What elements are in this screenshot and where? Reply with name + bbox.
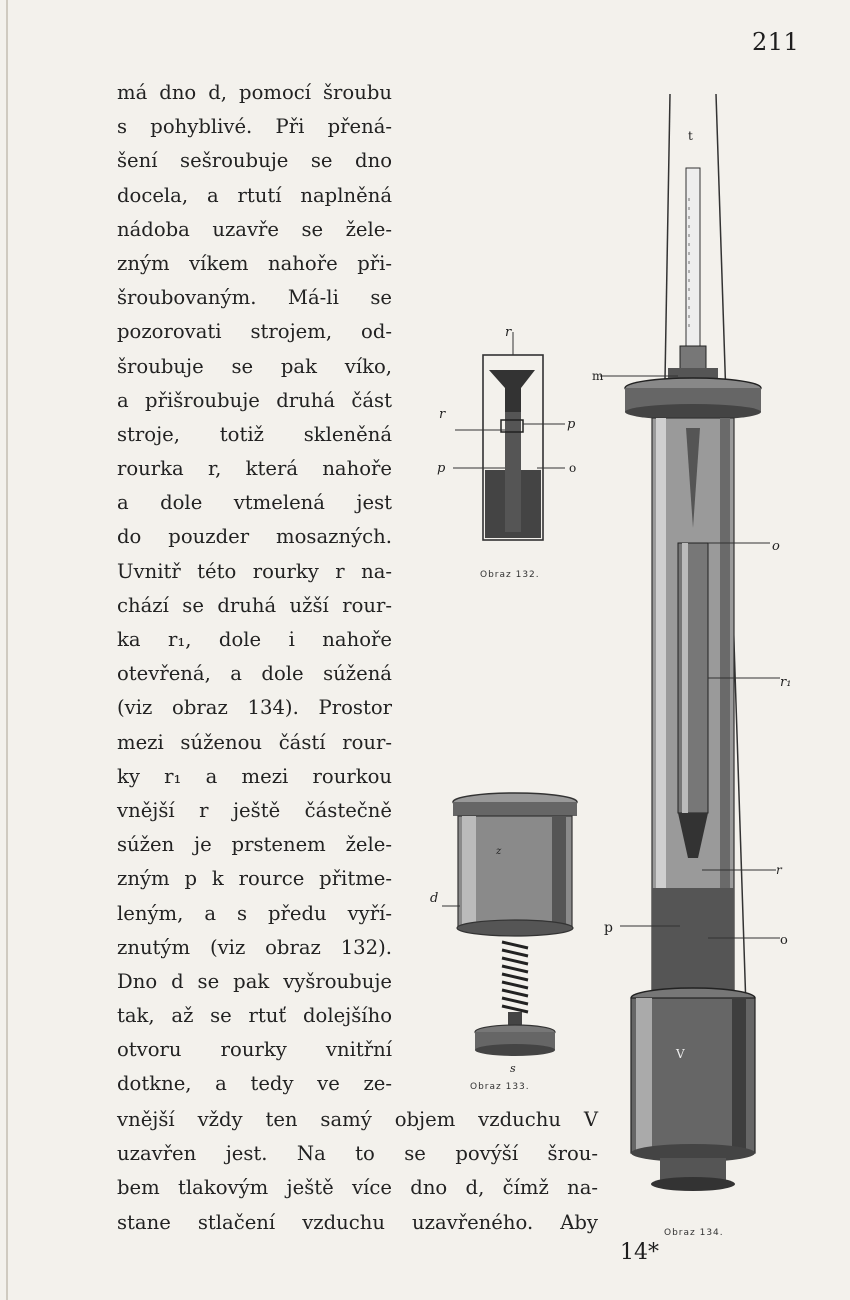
text-line: pozorovati strojem, od- [117, 320, 392, 344]
text-line: súžen je prstenem žele- [117, 833, 392, 857]
text-line: otvoru rourky vnitřní [117, 1038, 392, 1062]
text-line: uzavřen jest. Na to se povýší šrou- [117, 1142, 598, 1166]
text-line: šení sešroubuje se dno [117, 149, 392, 173]
figure-132 [425, 320, 590, 595]
text-line: ka r₁, dole i nahoře [117, 628, 392, 651]
fig134-label-r: r [776, 863, 782, 877]
signature-mark: 14* [620, 1240, 659, 1265]
figure-134-caption: Obraz 134. [664, 1228, 724, 1238]
text-line: Uvnitř této rourky r na- [117, 559, 392, 583]
text-line: šroubovaným. Má-li se [117, 286, 392, 310]
text-line: tak, až se rtuť dolejšího [117, 1004, 392, 1028]
fig132-label-left-lower: p [437, 461, 446, 476]
fig132-label-right-upper: p [567, 417, 576, 432]
text-line: bem tlakovým ještě více dno d, čímž na- [117, 1176, 598, 1200]
fig134-label-o-low: o [780, 933, 788, 948]
text-line: ky r₁ a mezi rourkou [117, 764, 392, 788]
text-line: dotkne, a tedy ve ze- [117, 1072, 392, 1096]
text-line: rourka r, která nahoře [117, 457, 392, 481]
text-line: vnější vždy ten samý objem vzduchu V [117, 1108, 598, 1131]
text-line: s pohyblivé. Při přená- [117, 115, 392, 139]
text-line: Dno d se pak vyšroubuje [117, 969, 392, 993]
text-line: zným p k rource přitme- [117, 867, 392, 891]
fig132-label-left-upper: r [439, 407, 446, 422]
text-line: stroje, totiž skleněná [117, 422, 392, 446]
text-line: šroubuje se pak víko, [117, 354, 392, 378]
fig133-label-inner: z [496, 846, 502, 857]
fig133-label-bottom: s [510, 1062, 516, 1075]
text-line: stane stlačení vzduchu uzavřeného. Aby [117, 1210, 598, 1234]
figure-133-caption: Obraz 133. [470, 1082, 530, 1092]
fig132-label-top: r [505, 325, 512, 340]
page-edge [6, 0, 8, 1300]
text-line: chází se druhá užší rour- [117, 593, 392, 617]
full-width-text [117, 1103, 598, 1240]
text-line: (viz obraz 134). Prostor [117, 696, 392, 720]
fig134-label-r1: r₁ [780, 675, 792, 690]
fig134-label-o: o [772, 539, 780, 554]
text-line: nádoba uzavře se žele- [117, 217, 392, 241]
text-line: má dno d, pomocí šroubu [117, 81, 392, 104]
text-line: leným, a s předu vyří- [117, 901, 392, 925]
text-line: do pouzder mosazných. [117, 525, 392, 549]
text-line: mezi súženou částí rour- [117, 730, 392, 754]
fig134-label-top: t [688, 129, 693, 143]
text-line: znutým (viz obraz 132). [117, 935, 392, 959]
fig134-label-m: m [592, 369, 604, 383]
fig134-label-v: V [676, 1047, 685, 1061]
text-line: zným víkem nahoře při- [117, 251, 392, 275]
text-line: vnější r ještě částečně [117, 798, 392, 822]
figure-133 [420, 790, 595, 1080]
fig132-label-right-lower: o [569, 461, 577, 475]
text-line: docela, a rtutí naplněná [117, 183, 392, 207]
text-line: a přišroubuje druhá část [117, 388, 392, 412]
figure-134 [590, 88, 815, 1228]
text-line: a dole vtmelená jest [117, 491, 392, 515]
text-line: otevřená, a dole súžená [117, 662, 392, 686]
narrow-text-column [117, 76, 392, 1102]
fig134-label-p: p [604, 920, 613, 936]
page-number: 211 [752, 28, 800, 56]
fig133-label-left: d [430, 891, 439, 906]
figure-132-caption: Obraz 132. [480, 570, 540, 580]
